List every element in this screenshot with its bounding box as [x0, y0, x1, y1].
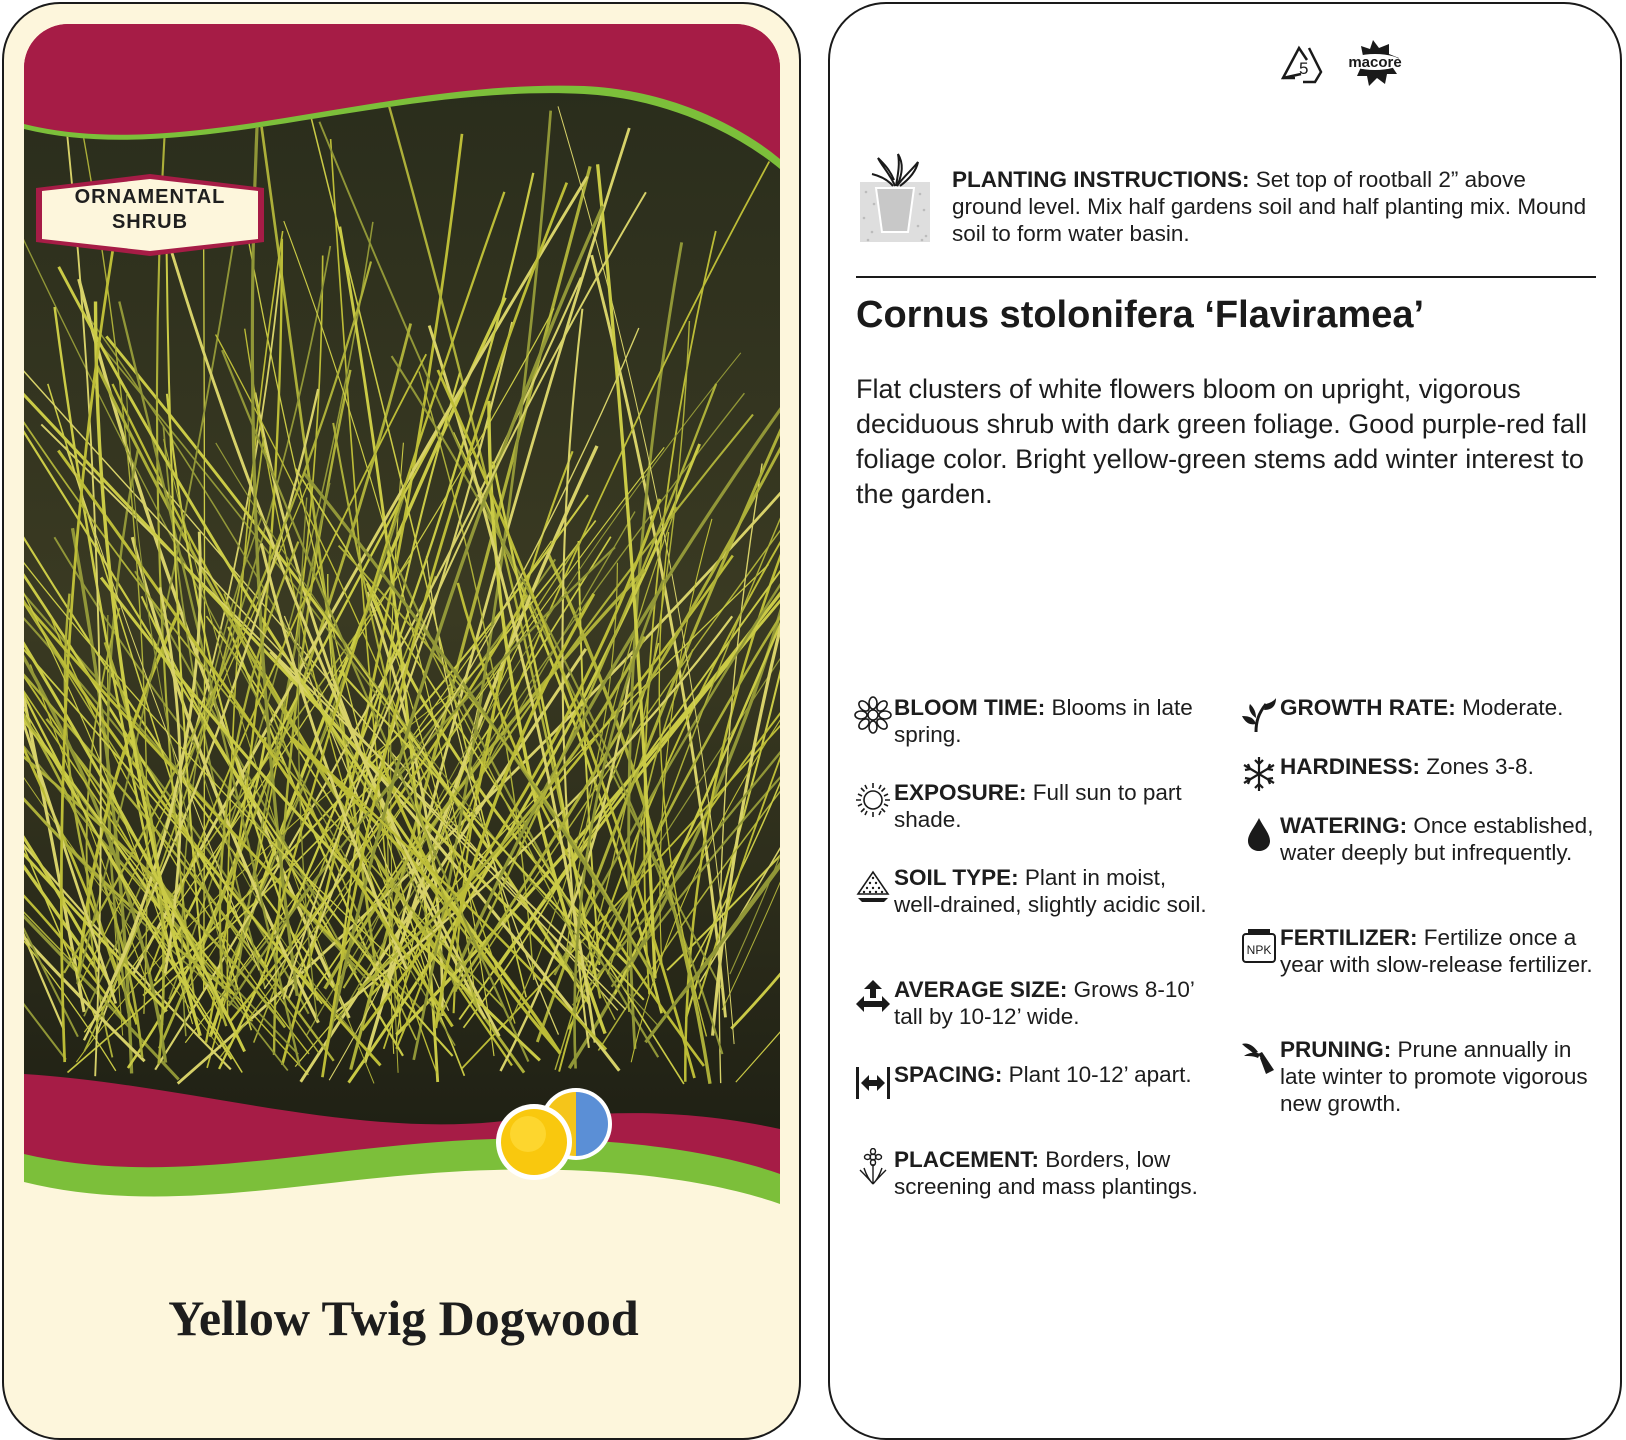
exposure-label: EXPOSURE:	[894, 780, 1027, 805]
pruning-label: PRUNING:	[1280, 1037, 1392, 1062]
soil-type-label: SOIL TYPE:	[894, 865, 1019, 890]
flower-icon	[854, 696, 892, 734]
placement-label: PLACEMENT:	[894, 1147, 1039, 1172]
badge-line-2: SHRUB	[111, 211, 189, 233]
attr-spacing	[854, 1061, 1214, 1088]
attr-soil-type	[854, 864, 1214, 918]
bloom-time-text: Blooms in late spring.	[894, 695, 1193, 747]
full-sun-icon	[496, 1104, 572, 1180]
attr-hardiness	[1240, 753, 1600, 780]
fertilizer-label: FERTILIZER:	[1280, 925, 1418, 950]
attr-pruning	[1240, 1036, 1600, 1117]
sun-exposure-icons	[494, 1086, 634, 1182]
average-size-label: AVERAGE SIZE:	[894, 977, 1068, 1002]
soil-type-text: Plant in moist, well-drained, slightly acidic soil.	[894, 865, 1207, 917]
attr-placement	[854, 1146, 1214, 1200]
pruners-icon	[1240, 1038, 1278, 1076]
plant-description: Flat clusters of white flowers bloom on upright, vigorous deciduous shrub with dark green foliage. Good purple-red fall foliage color. Bright yellow-green stems add winter interest to the garden.	[856, 374, 1587, 509]
placement-text: Borders, low screening and mass plantings.	[894, 1147, 1198, 1199]
common-name: Yellow Twig Dogwood	[168, 1290, 639, 1346]
attr-watering	[1240, 812, 1600, 866]
water-drop-icon	[1240, 814, 1278, 852]
npk-label: NPK	[1246, 943, 1272, 957]
back-card	[828, 2, 1622, 1440]
planting-instructions	[952, 166, 1592, 247]
potted-plant-icon	[860, 152, 930, 246]
attr-fertilizer	[1240, 924, 1600, 978]
front-card	[2, 2, 801, 1440]
hardiness-text: Zones 3-8.	[1420, 754, 1534, 779]
spacing-text: Plant 10-12’ apart.	[1002, 1062, 1192, 1087]
size-icon	[854, 978, 892, 1016]
badge-line-1: ORNAMENTAL	[74, 186, 226, 208]
spacing-label: SPACING:	[894, 1062, 1003, 1087]
hardiness-label: HARDINESS:	[1280, 754, 1421, 779]
spacing-icon	[854, 1063, 892, 1101]
snowflake-icon	[1240, 755, 1278, 793]
growth-rate-label: GROWTH RATE:	[1280, 695, 1456, 720]
attr-growth-rate	[1240, 694, 1600, 721]
recycle-number: 5	[1299, 59, 1309, 78]
bloom-time-label: BLOOM TIME:	[894, 695, 1046, 720]
brand-name: macore	[1348, 54, 1402, 71]
attr-bloom-time	[854, 694, 1214, 748]
attr-average-size	[854, 976, 1214, 1030]
fertilizer-icon	[1240, 926, 1278, 964]
growth-rate-text: Moderate.	[1455, 695, 1564, 720]
divider	[856, 276, 1596, 278]
sprout-icon	[1240, 696, 1278, 734]
recycle-logo	[1275, 34, 1415, 94]
average-size-text: Grows 8-10’ tall by 10-12’ wide.	[894, 977, 1195, 1029]
placement-icon	[854, 1148, 892, 1186]
exposure-text: Full sun to part shade.	[894, 780, 1182, 832]
category-badge	[36, 174, 264, 256]
pruning-text: Prune annually in late winter to promote vigorous new growth.	[1280, 1037, 1588, 1116]
botanical-name: Cornus stolonifera ‘Flaviramea’	[856, 294, 1425, 336]
planting-label: PLANTING INSTRUCTIONS:	[952, 167, 1250, 192]
sun-icon	[854, 781, 892, 819]
fertilizer-text: Fertilize once a year with slow-release fertilizer.	[1280, 925, 1593, 977]
planting-text: Set top of rootball 2” above ground level. Mix half gardens soil and half planting mix. Mound soil to form water basin.	[952, 167, 1587, 246]
attr-exposure	[854, 779, 1214, 833]
soil-icon	[854, 866, 892, 904]
watering-label: WATERING:	[1280, 813, 1408, 838]
watering-text: Once established, water deeply but infrequently.	[1280, 813, 1594, 865]
